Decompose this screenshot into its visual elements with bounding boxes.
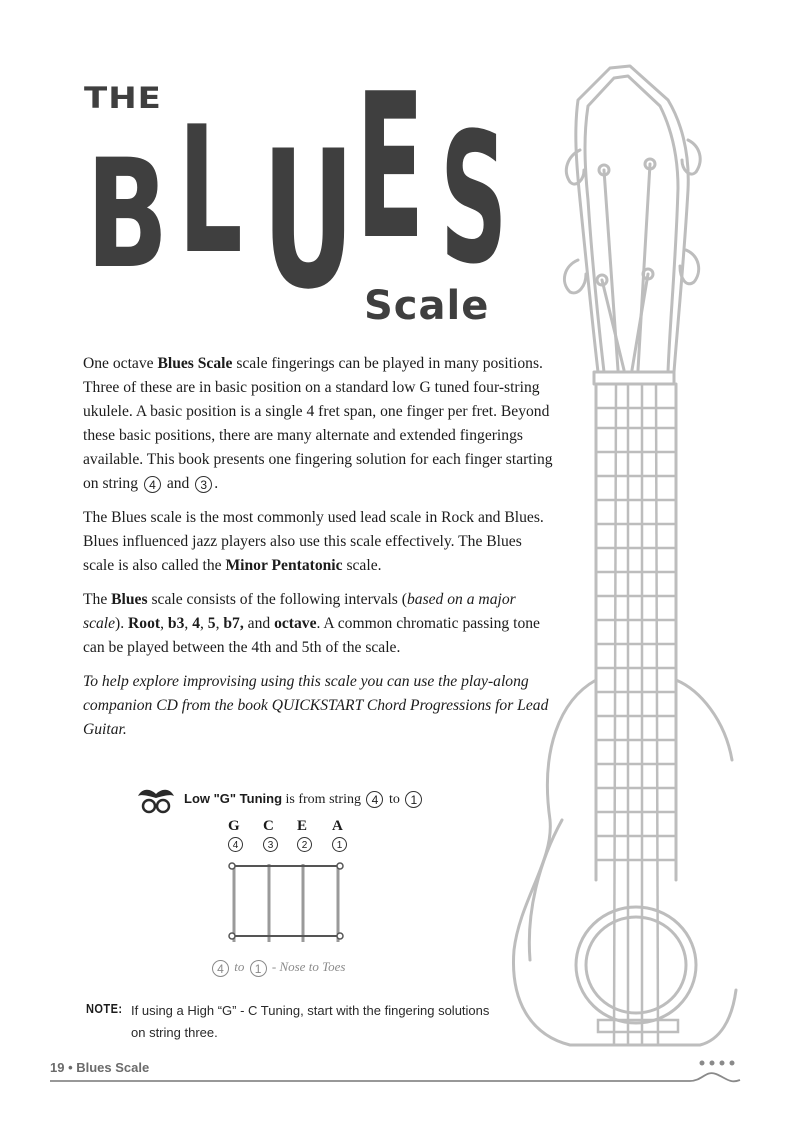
string-3-circle: 3 [195, 476, 212, 493]
footer-rule [50, 1056, 750, 1086]
chart-string-3: 3 [263, 837, 278, 852]
title-scale: Scale [364, 283, 490, 329]
page-footer: 19 • Blues Scale [50, 1060, 150, 1075]
tuning-from-circle: 4 [366, 791, 383, 808]
title-letter-s: S [440, 95, 508, 304]
note-name-g: G [228, 818, 240, 834]
chart-string-1: 1 [332, 837, 347, 852]
title-letter-e: E [356, 51, 425, 284]
title-letter-l: L [178, 90, 243, 293]
paragraph-intro: One octave Blues Scale scale fingerings can be played in many positions. Three of these are in basic position on a standard low G tuned four-string ukulele. A basic position is a single 4 fret span, one finger per fret. Beyond these basic positions, there are many alternate and extended fingerings available. This book presents one fingering solution for each finger starting on string 4 and 3 . [83, 355, 553, 492]
note-name-c: C [263, 818, 274, 834]
string-4-circle: 4 [144, 476, 161, 493]
note-text: If using a High “G” - C Tuning, start with the fingering solutions on string three. [131, 1003, 490, 1040]
title-letter-u: U [262, 110, 355, 331]
note-label: NOTE: [86, 1001, 123, 1016]
title-letter-b: B [86, 128, 169, 302]
chart-string-4: 4 [228, 837, 243, 852]
paragraph-companion-cd: To help explore improvising using this scale you can use the play-along companion CD from the book QUICKSTART Chord Progressions for Lead Guitar. [83, 673, 549, 738]
nose-from-circle: 4 [212, 960, 229, 977]
note-name-e: E [297, 818, 308, 834]
tuning-to-circle: 1 [405, 791, 422, 808]
note-name-a: A [332, 818, 343, 834]
tuning-line: Low "G" Tuning is from string 4 to 1 [184, 791, 424, 808]
paragraph-intervals: The Blues scale consists of the following intervals (based on a major scale). Root, b3, 4, 5, b7, and octave. A common chromatic passing tone can be played between the 4th and 5th of the scale. [83, 591, 540, 656]
title-the: THE [84, 81, 162, 116]
mustache-glasses-icon [134, 786, 178, 816]
body-text [83, 352, 553, 752]
paragraph-usage: The Blues scale is the most commonly used lead scale in Rock and Blues. Blues influenced jazz players also use this scale effectively. The Blues scale is also called the Minor Pentatonic scale. [83, 509, 544, 574]
nose-to-circle: 1 [250, 960, 267, 977]
chart-string-2: 2 [297, 837, 312, 852]
nose-to-toes-caption: 4 to 1 - Nose to Toes [210, 959, 345, 977]
string-diagram [224, 858, 348, 950]
